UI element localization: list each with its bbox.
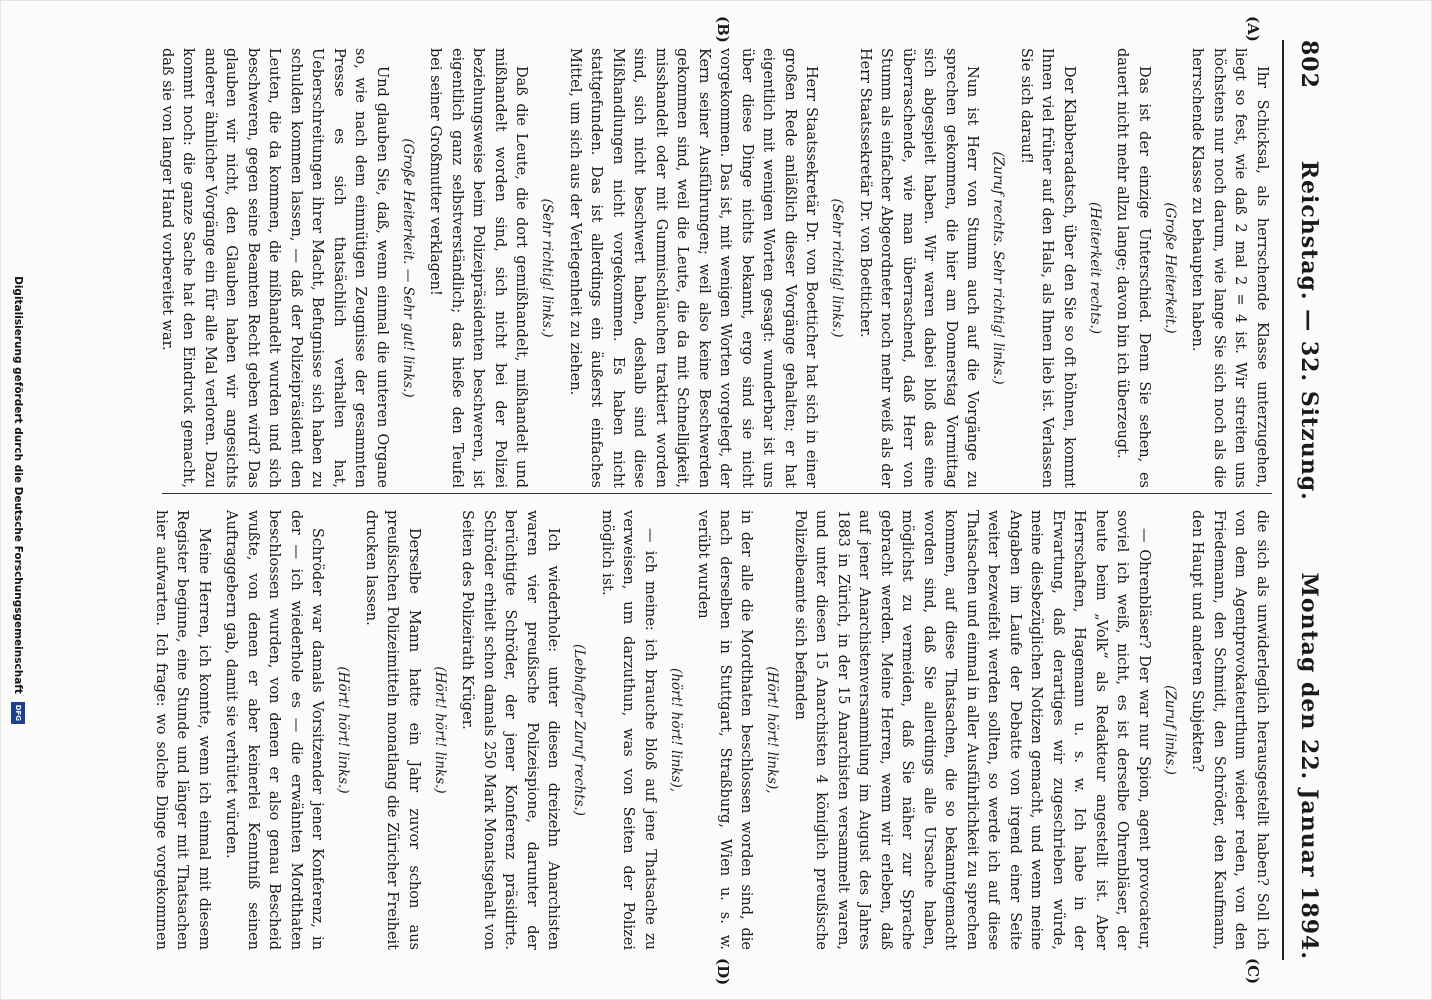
- page-number: 802: [1296, 40, 1322, 89]
- stage-direction: (Sehr richtig! links.): [539, 198, 556, 338]
- speech-paragraph: Nun ist Herr von Stumm auch auf die Vorgänge zu sprechen gekommen, die hier am Donnerstag Vormittag sich abgespielt haben. Wir waren dabei bloß das eine überraschende, wie man überraschend, daß Herr von Stumm als einfacher Abgeordneter noch mehr weiß als der Herr Staatssekretär Dr. von Boetticher.: [857, 48, 981, 488]
- right-column: [152, 510, 1272, 950]
- speech-paragraph: — Ohrenbläser? Der war nur Spion, agent provocateur, soviel ich weiß, nicht, es ist derselbe Ohrenbläser, der heute beim „Volk“ als Redakteur angestellt ist. Aber Herrschaften, Hagemann u. s. w. Ich habe in der Erwartung, daß derartiges wir zugeschrieben würde, meine diesbezüglichen Notizen gemacht, und wenn meine Angaben im Laufe der Debatte von irgend einer Seite weiter bezweifelt werden sollten, so werde ich auf diese Thatsachen und einmal in aller Ausführlichkeit zu sprechen kommen, auf diese Thatsachen, die so bekanntgemacht worden sind, daß Sie allerdings alle Ursache haben, möglichst zu vermeiden, daß Sie näher zur Sprache gebracht werden. Meine Herren, wenn wir erleben, daß auf jener Anarchistenversammlung im August des Jahres 1883 in Zürich, in der 15 Anarchisten versammelt waren, und unter diesen 15 Anarchisten 4 königlich preußische Polizeibeamte sich befanden: [792, 510, 1152, 950]
- stage-direction: (Sehr richtig! links.): [829, 198, 846, 338]
- speech-paragraph: Das ist der einzige Unterschied. Denn Sie sehen, es dauert nicht mehr allzu lange; davon bin ich überzeugt.: [1114, 48, 1152, 488]
- stage-direction: (Große Heiterkeit. — Sehr gut! links.): [400, 138, 416, 398]
- stage-direction: (Hört! hört! links),: [764, 666, 781, 794]
- speech-paragraph: in der alle die Mordthaten beschlossen worden sind, die nach derselben in Stuttgart, Straßburg, Wien u. s. w. verübt wurden: [695, 510, 755, 950]
- margin-marker-b: (B): [714, 16, 732, 43]
- dfg-credit-text: Digitalisierung gefördert durch die Deutsche Forschungsgemeinschaft: [12, 276, 24, 694]
- stage-direction: (Zuruf links.): [1162, 685, 1178, 775]
- margin-marker-a: (A): [1244, 16, 1262, 42]
- speech-paragraph: Meine Herren, ich konnte, wenn ich einmal mit diesem Register beginne, eine Stunde und länger mit Thatsachen hier aufwarten. Ich frage: wo solche Dinge vorgekommen: [153, 510, 212, 950]
- speech-paragraph: Derselbe Mann hatte ein Jahr zuvor schon aus preußischen Polizeimitteln monatlang die Züricher Freiheit drucken lassen.: [363, 510, 422, 950]
- speech-paragraph: Herr Staatssekretär Dr. von Boetticher hat sich in einer großen Rede anläßlich dieser Vorgänge gehalten; er hat eigentlich mit wenigen Worten gesagt: wunderbar ist uns über diese Dinge nichts bekannt, ergo sind sie nicht vorgekommen. Das ist, mit wenigen Worten vorgelegt, der Kern seiner Ausführungen; weil also keine Beschwerden gekommen sind, weil die Leute, die da mit Schnelligkeit, misshandelt oder mit Gummischläuchen traktiert worden sind, sich nicht beschwert haben, deshalb sind diese Mißhandlungen nicht vorgekommen. Es haben nicht stattgefunden. Das ist allerdings ein äußerst einfaches Mittel, um sich aus der Verlegenheit zu ziehen.: [567, 48, 820, 488]
- stage-direction: (Hört! hört! links.): [335, 666, 352, 794]
- left-column: [152, 48, 1272, 488]
- speech-paragraph: Ihr Schicksal, als herrschende Klasse unterzugehen, liegt so fest, wie daß 2 mal 2 = 4 ist. Wir streiten uns höchstens nur noch darum, wie lange Sie sich noch als die herrschende Klasse zu behaupten haben.: [1189, 48, 1270, 488]
- speech-paragraph: Ich wiederhole: unter diesen dreizehn Anarchisten waren vier preußische Polizeispione, darunter der berüchtigte Schröder, der jener Konferenz präsidirte. Schröder erhielt schon damals 250 Mark Monatsgehalt von Seiten des Polizeirath Krüger.: [459, 510, 562, 950]
- column-divider: [162, 493, 1272, 494]
- page-header: [1296, 40, 1336, 960]
- speech-paragraph: Schröder war damals Vorsitzender jener Konferenz, in der — ich wiederhole es — die erwähnten Mordthaten beschlossen wurden, von denen er also genau Bescheid wußte, von denen er aber keinerlei Kenntniß seinen Auftraggebern gab, damit sie verhütet würden.: [223, 510, 326, 950]
- speech-paragraph: Der Klabberadatsch, über den Sie so oft höhnen, kommt Ihnen viel früher auf den Hals, als Ihnen lieb ist. Verlassen Sie sich darauf!: [1018, 48, 1077, 488]
- margin-marker-c: (C): [1244, 958, 1262, 985]
- stage-direction: (hört! hört! links),: [668, 667, 684, 793]
- stage-direction: (Zuruf rechts. Sehr richtig! links.): [990, 151, 1007, 385]
- speech-paragraph: die sich als unwiderleglich herausgestellt haben? Soll ich von dem Agentprovokateurthum wieder reden, von den Friedemann, den Schmidt, den Schröder, den Kaufmann, den Haupt und anderen Subjekten?: [1189, 510, 1270, 950]
- session-date: Montag den 22. Januar 1894.: [1296, 572, 1322, 960]
- page-footer: [6, 0, 30, 1000]
- stage-direction: (Große Heiterkeit.): [1162, 202, 1178, 334]
- margin-marker-d: (D): [714, 958, 732, 986]
- stage-direction: (Heiterkeit rechts.): [1087, 201, 1103, 335]
- stage-direction: (Hört! hört! links.): [432, 666, 448, 794]
- dfg-logo: DFG: [11, 702, 25, 724]
- speech-paragraph: — ich meine: ich brauche bloß auf jene Thatsache zu verweisen, um darzuthun, was von Seiten der Polizei möglich ist.: [599, 510, 658, 950]
- stage-direction: (Lebhafter Zuruf rechts.): [571, 644, 588, 816]
- speech-paragraph: Und glauben Sie, daß, wenn einmal die unteren Organe so, wie nach dem einmütigen Zeugnisse der gesammten Presse es sich thatsächlich verhalten hat, Ueberschreitungen ihrer Macht, Befugnisse sich haben zu schulden kommen lassen, — daß der Polizeipräsident den Leuten, die da kommen, die mißhandelt wurden und sich beschweren, gegen seine Beamten Recht geben wird? Das glauben wir nicht, den Glauben haben wir angesichts anderer ähnlicher Vorgänge ein für alle Mal verloren. Dazu kommt noch: die ganze Sache hat den Eindruck gemacht, daß sie von langer Hand vorbereitet war.: [159, 48, 390, 488]
- speech-paragraph: Daß die Leute, die dort gemißhandelt, mißhandelt und mißhandelt worden sind, sich nicht bei der Polizei beziehungsweise beim Polizeipräsidenten beschweren, ist eigentlich ganz selbstverständlich; das hieße den Teufel bei seiner Großmutter verklagen!: [427, 48, 530, 488]
- header-rule: [1282, 40, 1284, 960]
- session-title: Reichstag. — 32. Sitzung.: [1296, 160, 1322, 501]
